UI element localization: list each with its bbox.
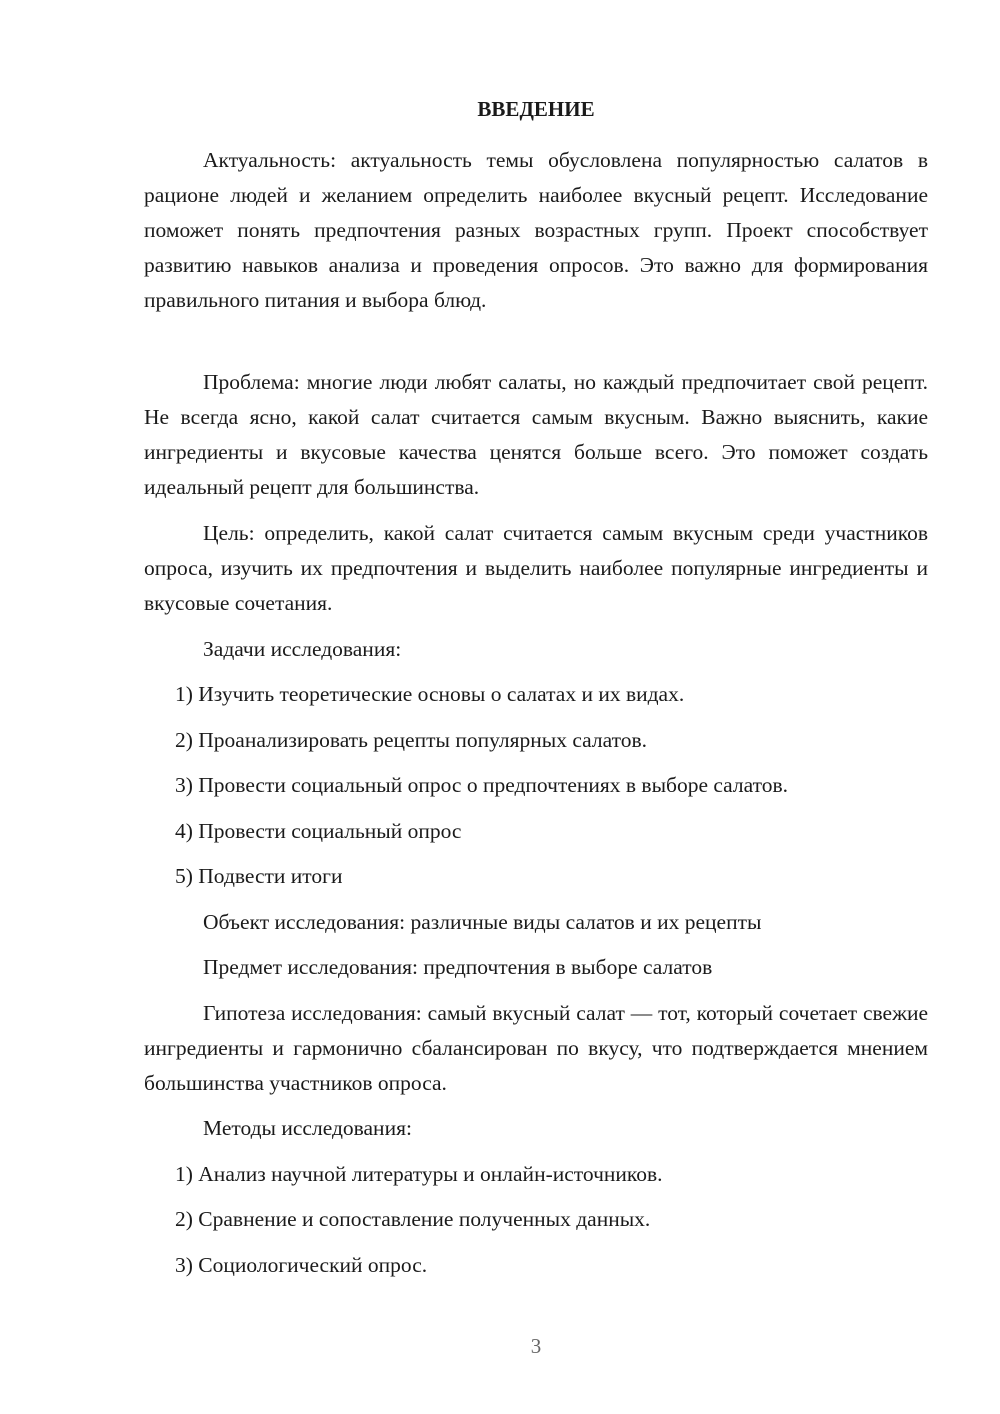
method-item-2: 2) Сравнение и сопоставление полученных данных. — [175, 1207, 651, 1231]
task-item-1: 1) Изучить теоретические основы о салатах и их видах. — [175, 682, 685, 706]
task-item-3: 3) Провести социальный опрос о предпочтениях в выборе салатов. — [175, 773, 789, 797]
goal-paragraph: Цель: определить, какой салат считается самым вкусным среди участников опроса, изучить их предпочтения и выделить наиболее популярные ингредиенты и вкусовые сочетания. — [144, 521, 928, 615]
page-number: 3 — [530, 1334, 542, 1358]
task-item-2: 2) Проанализировать рецепты популярных салатов. — [175, 728, 647, 752]
tasks-heading: Задачи исследования: — [203, 637, 402, 661]
task-item-5: 5) Подвести итоги — [175, 864, 343, 888]
hypothesis-paragraph: Гипотеза исследования: самый вкусный салат — тот, который сочетает свежие ингредиенты и гармонично сбалансирован по вкусу, что подтверждается мнением большинства участников опроса. — [144, 1001, 928, 1095]
page-title: ВВЕДЕНИЕ — [477, 97, 595, 121]
task-item-4: 4) Провести социальный опрос — [175, 819, 462, 843]
subject-line: Предмет исследования: предпочтения в выборе салатов — [203, 955, 713, 979]
relevance-paragraph: Актуальность: актуальность темы обусловлена популярностью салатов в рационе людей и желанием определить наиболее вкусный рецепт. Исследование поможет понять предпочтения разных возрастных групп. Проект способствует развитию навыков анализа и проведения опросов. Это важно для формирования правильного питания и выбора блюд. — [144, 148, 928, 312]
method-item-1: 1) Анализ научной литературы и онлайн-источников. — [175, 1162, 663, 1186]
methods-heading: Методы исследования: — [203, 1116, 412, 1140]
problem-paragraph: Проблема: многие люди любят салаты, но каждый предпочитает свой рецепт. Не всегда ясно, какой салат считается самым вкусным. Важно выяснить, какие ингредиенты и вкусовые качества ценятся больше всего. Это поможет создать идеальный рецепт для большинства. — [144, 370, 928, 499]
object-line: Объект исследования: различные виды салатов и их рецепты — [203, 910, 762, 934]
method-item-3: 3) Социологический опрос. — [175, 1253, 428, 1277]
